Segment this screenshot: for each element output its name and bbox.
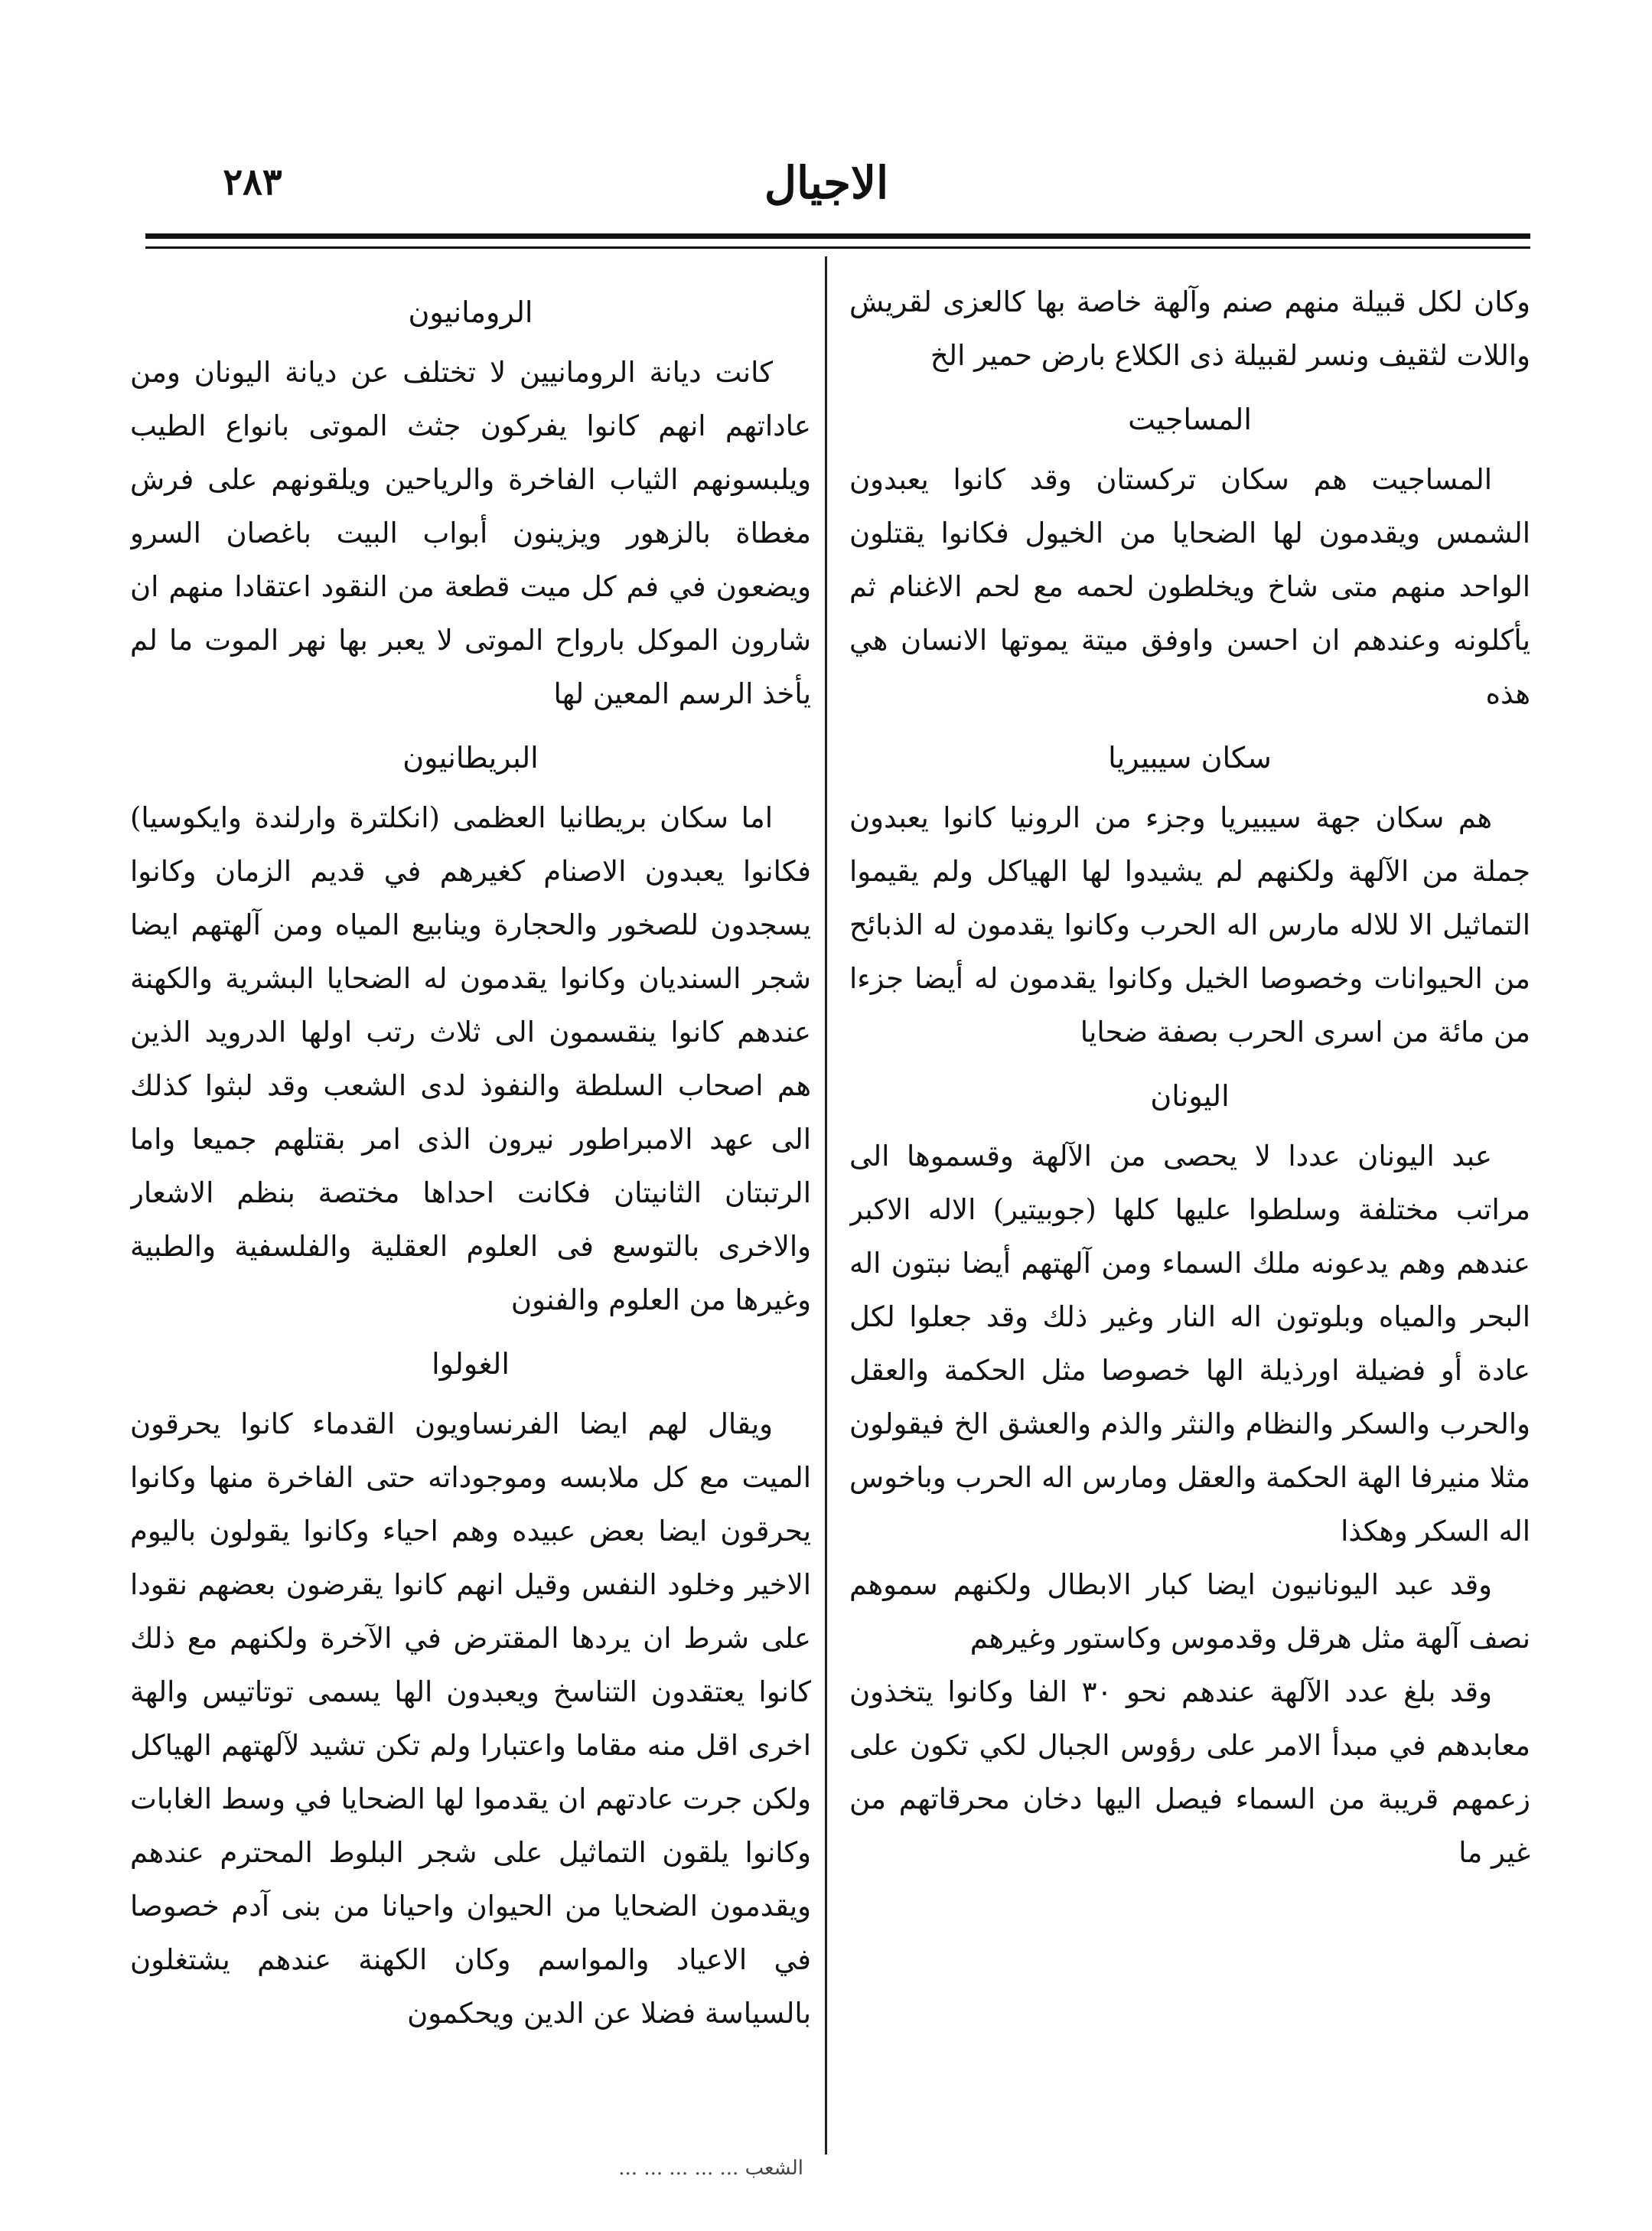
- paragraph: وقد عبد اليونانيون ايضا كبار الابطال ولكنهم سموهم نصف آلهة مثل هرقل وقدموس وكاستور وغيرهم: [849, 1568, 1530, 1655]
- section-heading-gauls: الغولوا: [432, 1347, 510, 1381]
- section-heading-romans: الرومانيون: [408, 295, 533, 329]
- intro-paragraph: وكان لكل قبيلة منهم صنم وآلهة خاصة بها كالعزى لقريش واللات لثقيف ونسر لقبيلة ذى الكلاع بارض حمير الخ: [849, 285, 1530, 372]
- footer-fragment: الشعب ... ... ... ... ...: [618, 2157, 803, 2180]
- header-rule-thick: [145, 233, 1530, 239]
- paragraph: اما سكان بريطانيا العظمى (انكلترة وارلندة وايكوسيا) فكانوا يعبدون الاصنام كغيرهم في قديم الزمان وكانوا يسجدون للصخور والحجارة وينابيع المياه ومن آلهتهم ايضا شجر السنديان وكانوا يقدمون له الضحايا البشرية والكهنة عندهم كانوا ينقسمون الى ثلاث رتب اولها الدرويد الذين هم اصحاب السلطة والنفوذ لدى الشعب وقد لبثوا كذلك الى عهد الامبراطور نيرون الذى امر بقتلهم جميعا واما الرتبتان الثانيتان فكانت احداها مختصة بنظم الاشعار والاخرى بالتوسع فى العلوم العقلية والفلسفية والطبية وغيرها من العلوم والفنون: [130, 801, 811, 1316]
- page-number: ٢٨٣: [223, 161, 282, 204]
- section-heading-masajit: المساجيت: [1128, 403, 1252, 436]
- left-column: [130, 276, 811, 2143]
- section-heading-siberia: سكان سيبيريا: [1108, 741, 1272, 775]
- paragraph: هم سكان جهة سيبيريا وجزء من الرونيا كانوا يعبدون جملة من الآلهة ولكنهم لم يشيدوا لها الهياكل ولم يقيموا التماثيل الا للاله مارس اله الحرب وكانوا يقدمون له الذبائح من الحيوانات وخصوصا الخيل وكانوا يقدمون له أيضا جزءا من مائة من اسرى الحرب بصفة ضحايا: [849, 801, 1530, 1049]
- section-heading-britons: البريطانيون: [402, 741, 539, 775]
- column-divider: [825, 256, 827, 2154]
- paragraph: المساجيت هم سكان تركستان وقد كانوا يعبدون الشمس ويقدمون لها الضحايا من الخيول فكانوا يقتلون الواحد منهم متى شاخ ويخلطون لحمه مع لحم الاغنام ثم يأكلونه وعندهم ان احسن واوفق ميتة يموتها الانسان هي هذه: [849, 463, 1530, 710]
- running-title: الاجيال: [764, 157, 889, 209]
- section-heading-greeks: اليونان: [1150, 1079, 1230, 1113]
- paragraph: عبد اليونان عددا لا يحصى من الآلهة وقسموها الى مراتب مختلفة وسلطوا عليها كلها (جوبيتير) الاله الاكبر عندهم وهم يدعونه ملك السماء ومن آلهتهم أيضا نبتون اله البحر والمياه وبلوتون اله النار وغير ذلك وقد جعلوا لكل عادة أو فضيلة اورذيلة الها خصوصا مثل الحكمة والعقل والحرب والسكر والنظام والنثر والذم والعشق الخ فيقولون مثلا منيرفا الهة الحكمة والعقل ومارس اله الحرب وباخوس اله السكر وهكذا: [849, 1140, 1530, 1548]
- right-column: [849, 276, 1530, 2143]
- paragraph: وقد بلغ عدد الآلهة عندهم نحو ٣٠ الفا وكانوا يتخذون معابدهم في مبدأ الامر على رؤوس الجبال لكي تكون على زعمهم قريبة من السماء فيصل اليها دخان محرقاتهم من غير ما: [849, 1675, 1530, 1869]
- paragraph: ويقال لهم ايضا الفرنساويون القدماء كانوا يحرقون الميت مع كل ملابسه وموجوداته حتى الفاخرة منها وكانوا يحرقون ايضا بعض عبيده وهم احياء وكانوا يقولون باليوم الاخير وخلود النفس وقيل انهم كانوا يقرضون بعضهم نقودا على شرط ان يردها المقترض في الآخرة ولكنهم مع ذلك كانوا يعتقدون التناسخ ويعبدون الها يسمى توتاتيس والهة اخرى اقل منه مقاما واعتبارا ولم تكن تشيد لآلهتهم الهياكل ولكن جرت عادتهم ان يقدموا لها الضحايا في وسط الغابات وكانوا يلقون التماثيل على شجر البلوط المحترم عندهم ويقدمون الضحايا من الحيوان واحيانا من بنى آدم خصوصا في الاعياد والمواسم وكان الكهنة عندهم يشتغلون بالسياسة فضلا عن الدين ويحكمون: [130, 1407, 811, 2030]
- header-rule-thin: [145, 246, 1530, 249]
- paragraph: كانت ديانة الرومانيين لا تختلف عن ديانة اليونان ومن عاداتهم انهم كانوا يفركون جثث الموتى بانواع الطيب ويلبسونهم الثياب الفاخرة والرياحين ويلقونهم على فرش مغطاة بالزهور ويزينون أبواب البيت باغصان السرو ويضعون في فم كل ميت قطعة من النقود اعتقادا منهم ان شارون الموكل بارواح الموتى لا يعبر بها نهر الموت ما لم يأخذ الرسم المعين لها: [130, 356, 811, 710]
